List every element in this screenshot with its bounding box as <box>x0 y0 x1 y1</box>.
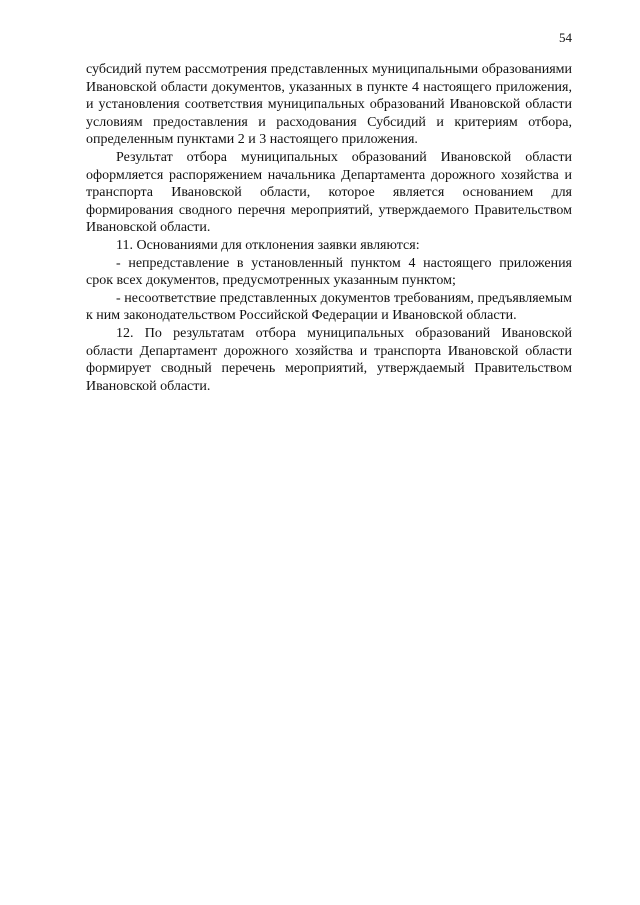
paragraph-rejection-grounds-heading: 11. Основаниями для отклонения заявки являются: <box>116 237 420 253</box>
paragraph-rejection-item-2: - несоответствие представленных документов требованиям, предъявляемым к ним законодательством Российской Федерации и Ивановской области. <box>86 290 572 324</box>
page-number: 54 <box>559 30 572 45</box>
paragraph-selection-result: Результат отбора муниципальных образований Ивановской области оформляется распоряжением начальника Департамента дорожного хозяйства и транспорта Ивановской области, которое является основанием для формирования сводного перечня мероприятий, утверждаемого Правительством Ивановской области. <box>86 149 572 236</box>
paragraph-consolidated-list: 12. По результатам отбора муниципальных образований Ивановской области Департамент дорожного хозяйства и транспорта Ивановской области формирует сводный перечень мероприятий, утверждаемый Правительством Ивановской области. <box>86 325 572 394</box>
paragraph-subsidy-review: субсидий путем рассмотрения представленных муниципальными образованиями Ивановской области документов, указанных в пункте 4 настоящего приложения, и установления соответствия муниципальных образований Ивановской области условиям предоставления и расходования Субсидий и критериям отбора, определенным пунктами 2 и 3 настоящего приложения. <box>86 62 572 148</box>
paragraph-rejection-item-1: - непредставление в установленный пунктом 4 настоящего приложения срок всех документов, предусмотренных указанным пунктом; <box>86 255 572 289</box>
document-body <box>86 61 572 395</box>
